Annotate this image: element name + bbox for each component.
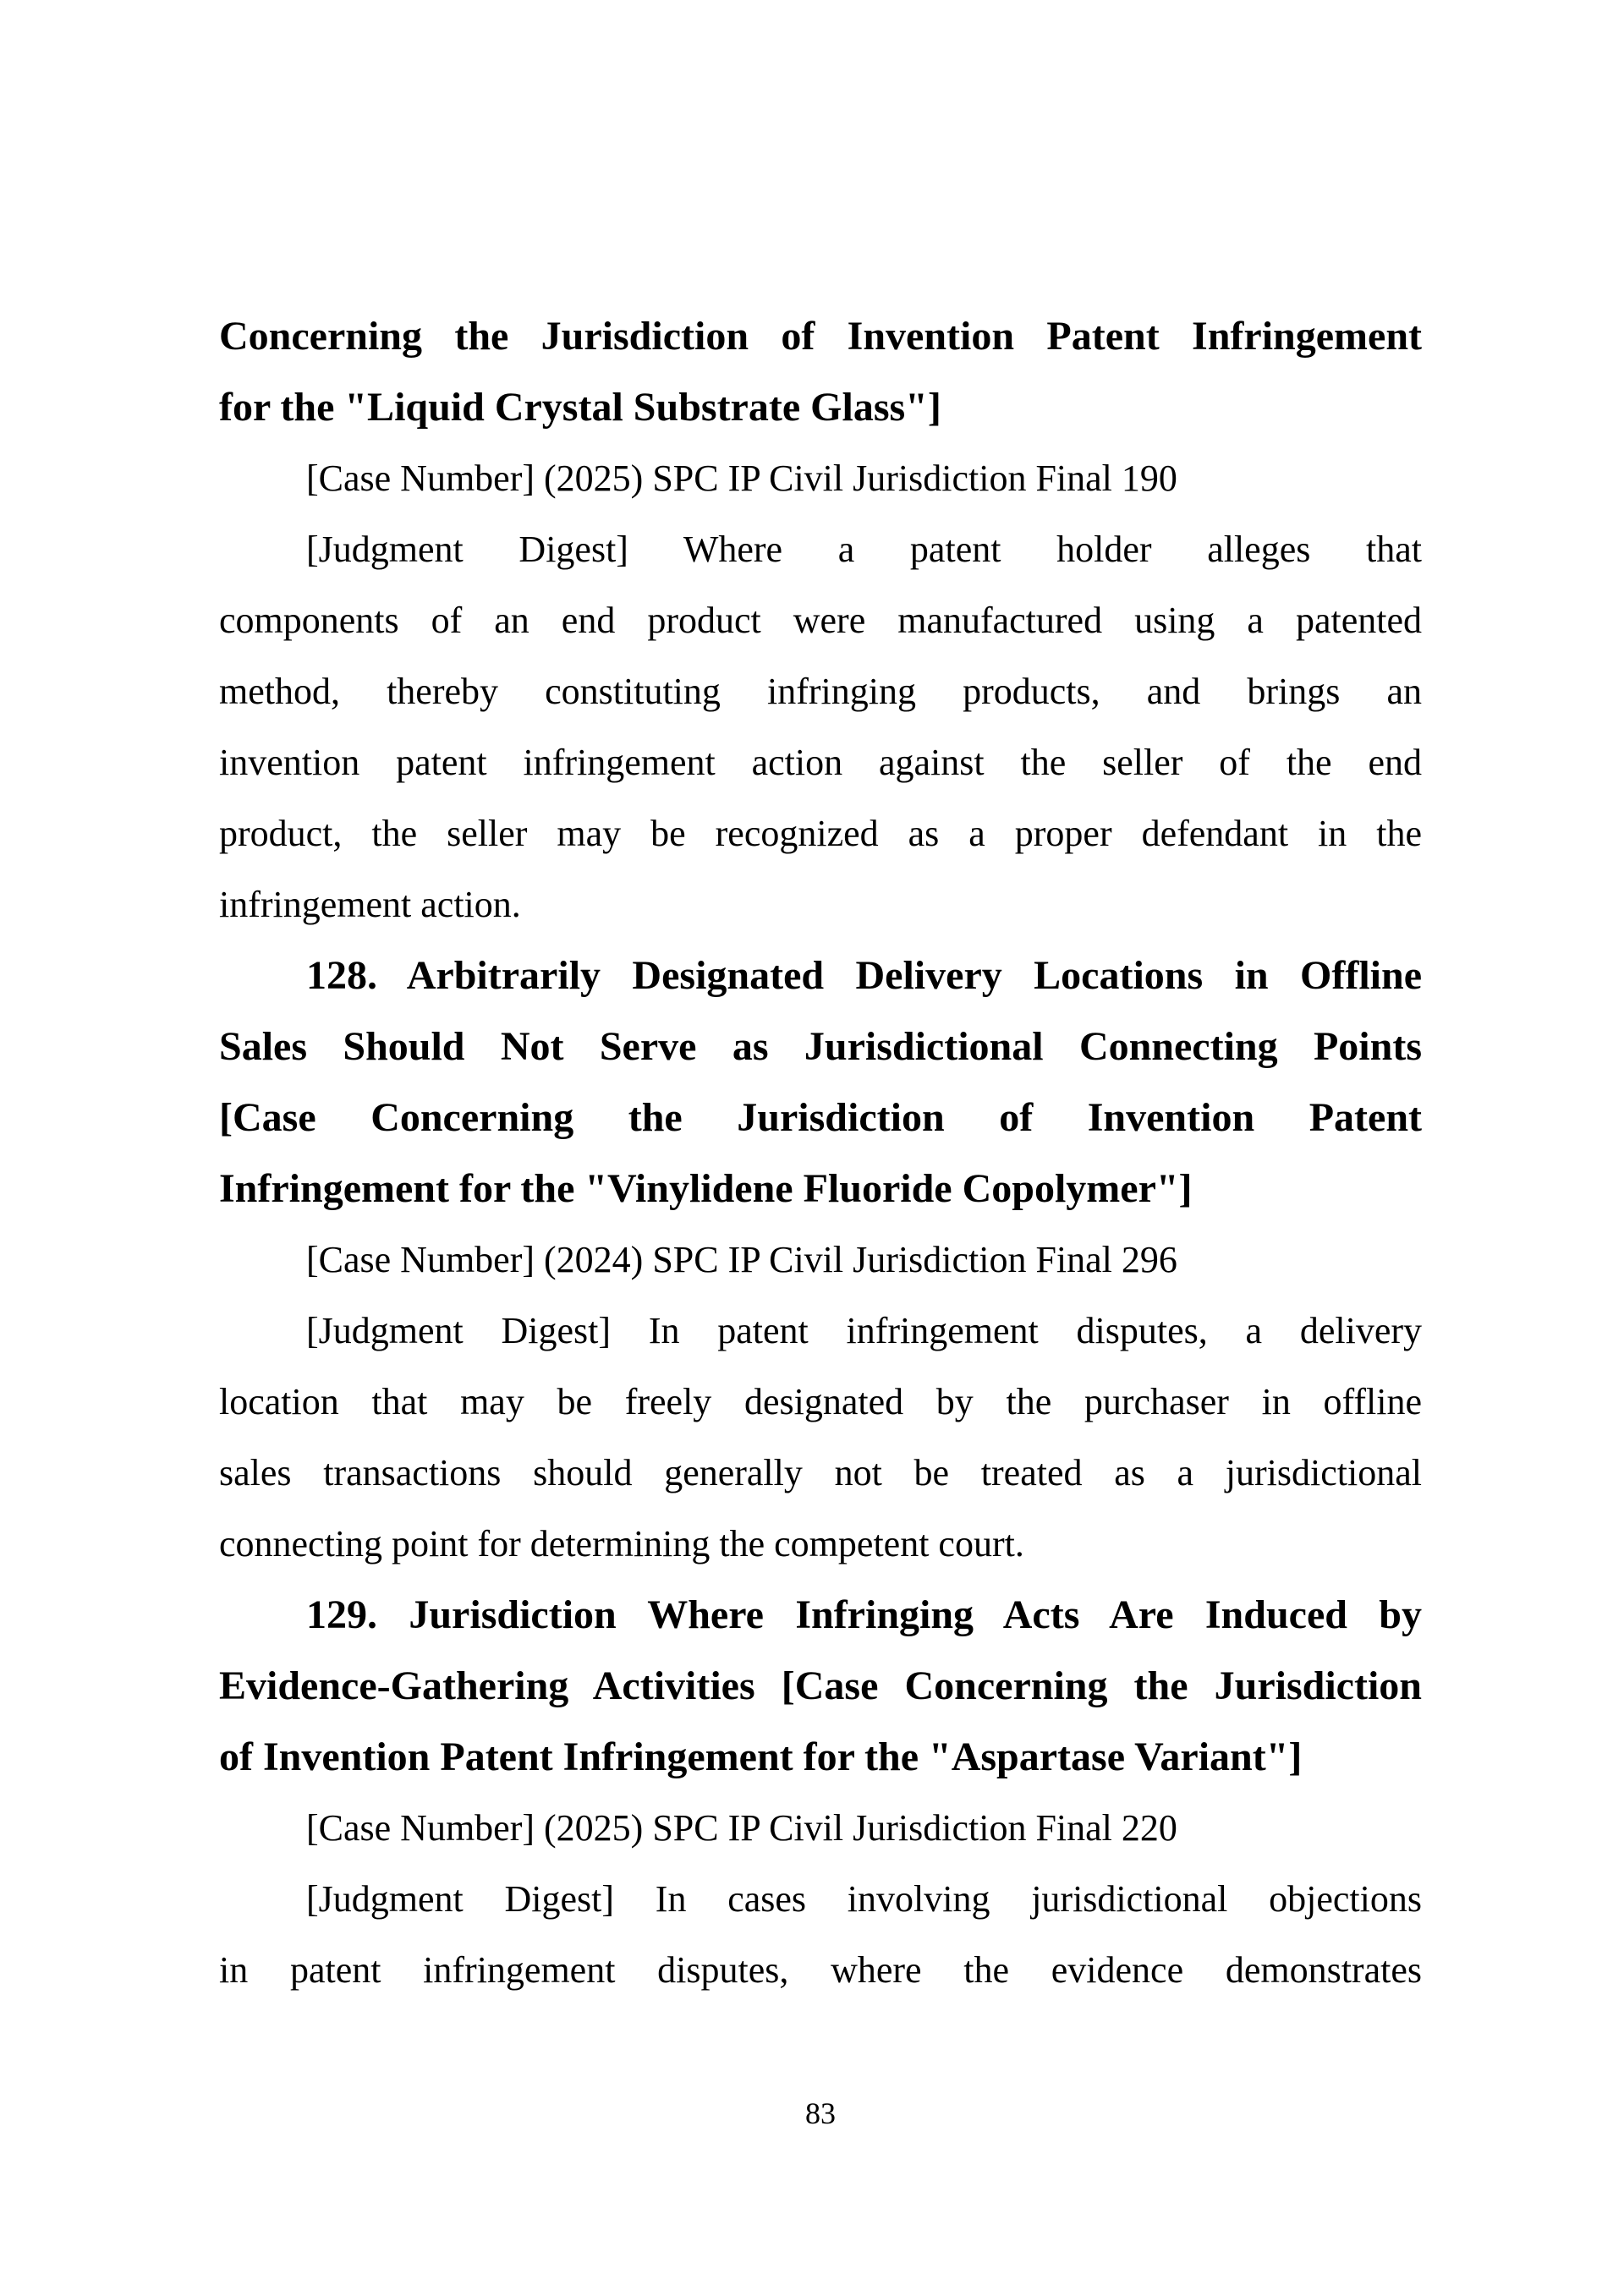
case-number-line: [Case Number] (2024) SPC IP Civil Jurisdiction Final 296 <box>306 1239 1177 1280</box>
case-number-paragraph <box>219 443 1422 514</box>
page-number: 83 <box>805 2096 836 2130</box>
body-line: in patent infringement disputes, where the evidence demonstrates <box>219 1949 1422 1991</box>
body-line: [Judgment Digest] Where a patent holder alleges that <box>306 529 1422 570</box>
heading-line: 128. Arbitrarily Designated Delivery Locations in Offline <box>306 953 1422 998</box>
body-line: invention patent infringement action against the seller of the end <box>219 742 1422 783</box>
heading-line: Infringement for the "Vinylidene Fluoride Copolymer"] <box>219 1166 1193 1211</box>
body-line: connecting point for determining the competent court. <box>219 1523 1024 1564</box>
document-text-block <box>219 301 1422 2006</box>
body-line: infringement action. <box>219 884 521 925</box>
body-line: location that may be freely designated by the purchaser in offline <box>219 1381 1422 1422</box>
case-number-paragraph <box>219 1793 1422 1864</box>
heading-line: of Invention Patent Infringement for the "Aspartase Variant"] <box>219 1734 1303 1779</box>
heading-line: for the "Liquid Crystal Substrate Glass"] <box>219 385 941 430</box>
heading-line: 129. Jurisdiction Where Infringing Acts Are Induced by <box>306 1592 1422 1637</box>
body-line: [Judgment Digest] In cases involving jurisdictional objections <box>306 1878 1422 1920</box>
body-line: product, the seller may be recognized as a proper defendant in the <box>219 813 1422 854</box>
heading-line: Evidence-Gathering Activities [Case Concerning the Jurisdiction <box>219 1663 1422 1708</box>
case-number-line: [Case Number] (2025) SPC IP Civil Jurisdiction Final 190 <box>306 458 1177 499</box>
body-line: [Judgment Digest] In patent infringement disputes, a delivery <box>306 1310 1422 1351</box>
judgment-digest-paragraph <box>219 1296 1422 1580</box>
case-number-paragraph <box>219 1225 1422 1296</box>
body-line: components of an end product were manufactured using a patented <box>219 600 1422 641</box>
judgment-digest-paragraph <box>219 514 1422 940</box>
section-heading-128 <box>219 940 1422 1225</box>
heading-line: [Case Concerning the Jurisdiction of Invention Patent <box>219 1095 1422 1140</box>
body-line: method, thereby constituting infringing products, and brings an <box>219 671 1422 712</box>
heading-line: Sales Should Not Serve as Jurisdictional Connecting Points <box>219 1024 1422 1069</box>
heading-line: Concerning the Jurisdiction of Invention Patent Infringement <box>219 314 1422 359</box>
judgment-digest-paragraph <box>219 1864 1422 2006</box>
case-number-line: [Case Number] (2025) SPC IP Civil Jurisdiction Final 220 <box>306 1807 1177 1849</box>
section-heading-129 <box>219 1580 1422 1793</box>
section-heading-continuation <box>219 301 1422 443</box>
body-line: sales transactions should generally not be treated as a jurisdictional <box>219 1452 1422 1493</box>
